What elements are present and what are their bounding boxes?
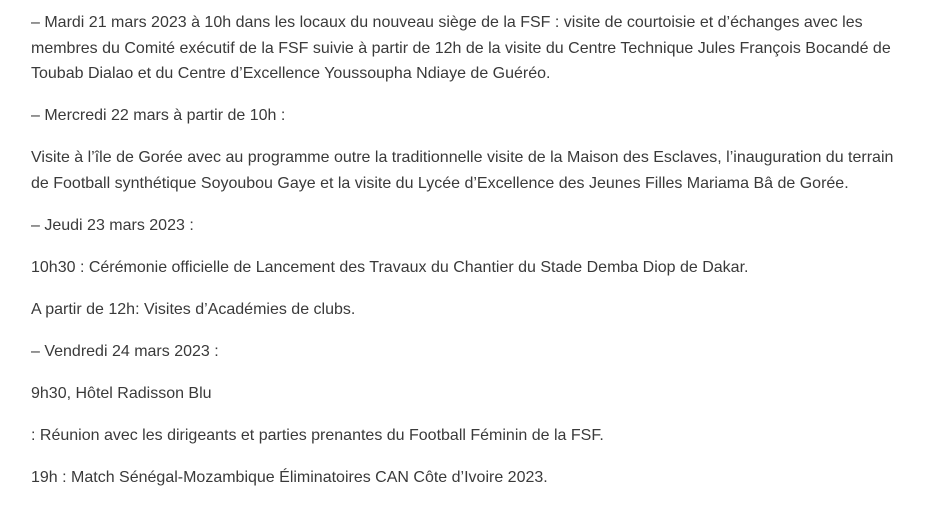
- paragraph-thursday-heading: – Jeudi 23 mars 2023 :: [31, 216, 194, 234]
- paragraph-friday-heading: – Vendredi 24 mars 2023 :: [31, 342, 219, 360]
- paragraph-stadium-ceremony: 10h30 : Cérémonie officielle de Lancement des Travaux du Chantier du Stade Demba Diop de Dakar.: [31, 258, 749, 276]
- paragraph-goree-visit: Visite à l’île de Gorée avec au programme outre la traditionnelle visite de la Maison des Esclaves, l’inauguration du terrain de Football synthétique Soyoubou Gaye et la visite du Lycée d’Excellence des Jeunes Filles Mariama Bâ de Gorée.: [31, 149, 894, 192]
- paragraph-wednesday-heading: – Mercredi 22 mars à partir de 10h :: [31, 107, 286, 124]
- paragraph-womens-football-meeting: : Réunion avec les dirigeants et parties prenantes du Football Féminin de la FSF.: [31, 426, 604, 444]
- article-body: [31, 10, 911, 490]
- paragraph-match: 19h : Match Sénégal-Mozambique Éliminatoires CAN Côte d’Ivoire 2023.: [31, 468, 548, 486]
- paragraph-tuesday-schedule: – Mardi 21 mars 2023 à 10h dans les locaux du nouveau siège de la FSF : visite de courtoisie et d’échanges avec les membres du Comité exécutif de la FSF suivie à partir de 12h de la visite du Centre Technique Jules François Bocandé de Toubab Dialao et du Centre d’Excellence Youssoupha Ndiaye de Guéréo.: [31, 14, 891, 82]
- paragraph-hotel-radisson: 9h30, Hôtel Radisson Blu: [31, 384, 212, 402]
- paragraph-club-academies: A partir de 12h: Visites d’Académies de clubs.: [31, 300, 356, 318]
